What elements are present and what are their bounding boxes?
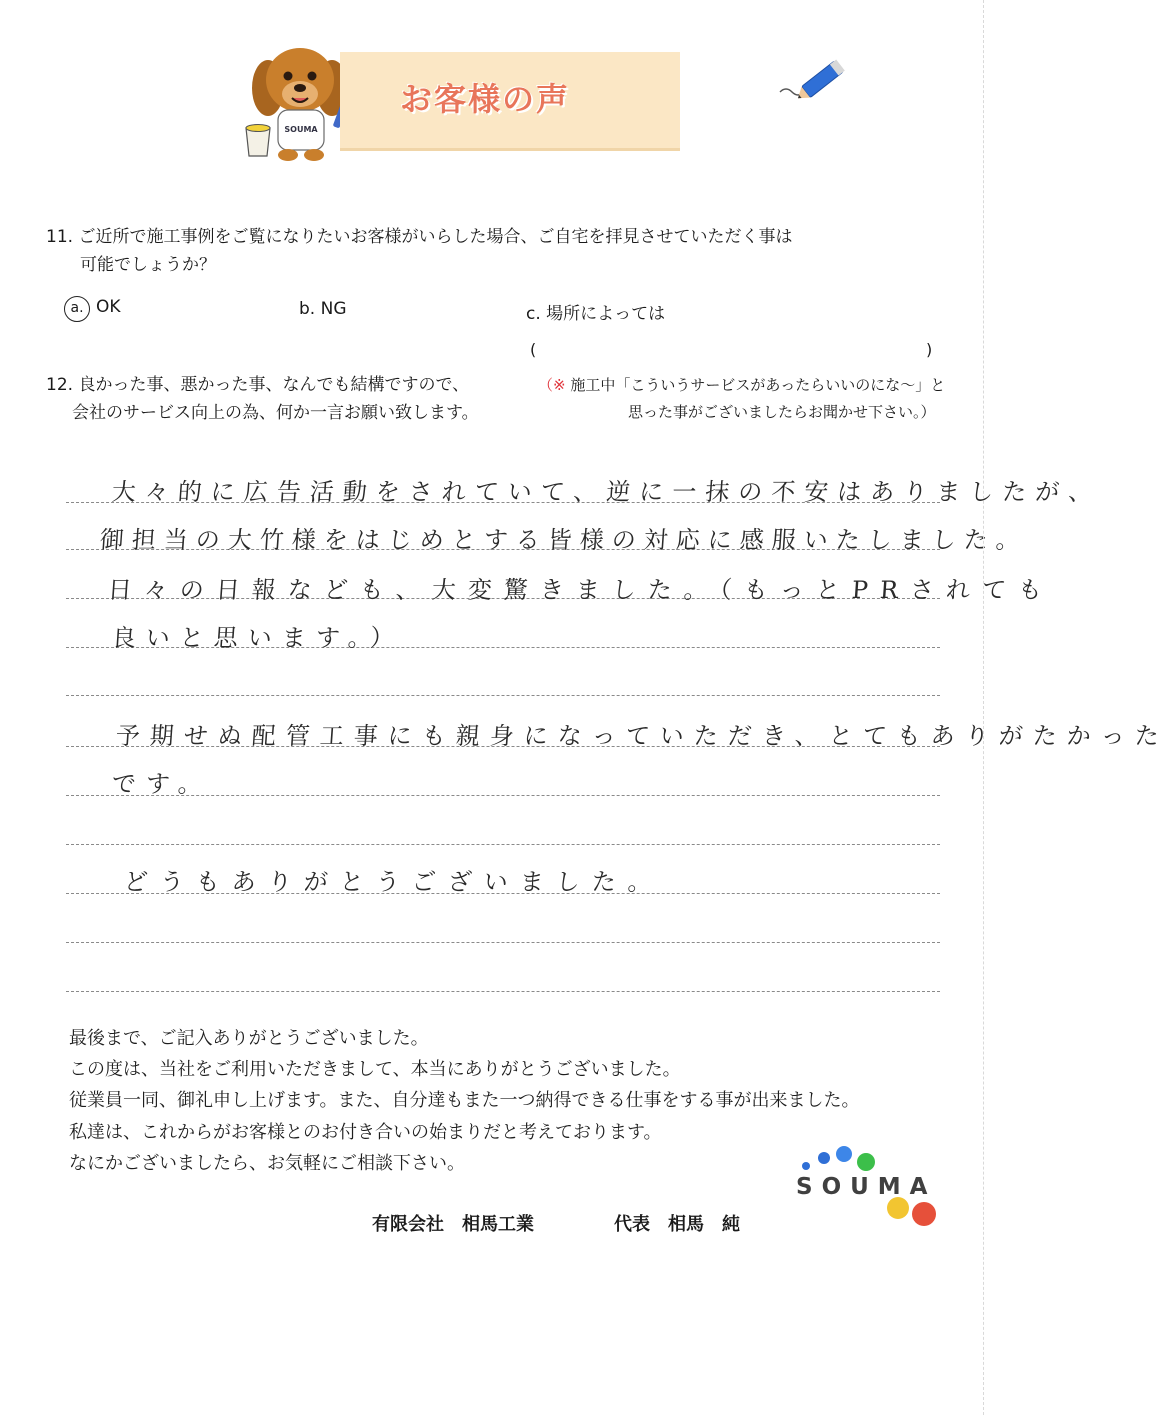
handwritten-line: 御担当の大竹様をはじめとする皆様の対応に感服いたしました。: [98, 526, 1029, 554]
note-mark: （※: [538, 376, 566, 394]
closing-line: なにかございましたら、お気軽にご相談下さい。: [69, 1153, 465, 1174]
closing-line: 従業員一同、御礼申し上げます。また、自分達もまた一つ納得できる仕事をする事が出来ました。: [69, 1090, 860, 1111]
handwritten-line: 予期せぬ配管工事にも親身になっていただき、とてもありがたかった: [114, 722, 1170, 750]
ruled-line: [66, 695, 940, 696]
handwritten-line: 良いと思います。）: [110, 624, 405, 652]
representative-name: 代表 相馬 純: [614, 1214, 740, 1235]
option-b-ng[interactable]: b. NG: [299, 299, 347, 319]
mascot-shirt-text: SOUMA: [284, 125, 318, 134]
note-text: 施工中「こういうサービスがあったらいいのにな～」と: [565, 376, 946, 394]
page-title: お客様の声: [400, 80, 571, 118]
handwritten-line: 大々的に広告活動をされていて、逆に一抹の不安はありましたが、: [110, 478, 1103, 506]
ruled-line: [66, 942, 940, 943]
option-a-label: OK: [96, 297, 121, 317]
closing-line: 最後まで、ご記入ありがとうございました。: [69, 1028, 429, 1049]
page-edge-line: [983, 0, 985, 1415]
ruled-line: [66, 844, 940, 845]
option-c-depends[interactable]: c. 場所によっては: [526, 304, 666, 324]
handwritten-line: です。: [110, 770, 213, 798]
question-12-text-cont: 会社のサービス向上の為、何か一言お願い致します。: [72, 403, 479, 423]
company-name: 有限会社 相馬工業: [372, 1214, 534, 1235]
ruled-line: [66, 991, 940, 992]
option-a-ok[interactable]: [64, 296, 121, 322]
option-c-paren-close: ): [926, 340, 933, 359]
question-11-text-cont: 可能でしょうか？: [80, 255, 216, 275]
closing-line: この度は、当社をご利用いただきまして、本当にありがとうございました。: [69, 1059, 681, 1080]
closing-line: 私達は、これからがお客様とのお付き合いの始まりだと考えております。: [69, 1122, 662, 1143]
handwritten-line: どうもありがとうございました。: [122, 868, 665, 896]
pencil-icon: [778, 52, 853, 108]
question-11-text: 11. ご近所で施工事例をご覧になりたいお客様がいらした場合、ご自宅を拝見させていただく事は: [46, 227, 793, 247]
handwritten-line: 日々の日報なども、大変驚きました。（もっとPRされても: [106, 576, 1056, 604]
question-12-text: 12. 良かった事、悪かった事、なんでも結構ですので、: [46, 375, 470, 395]
option-a-circled-mark: a.: [64, 296, 90, 322]
option-c-paren-open: (: [530, 340, 537, 359]
souma-logo-text: SOUMA: [796, 1174, 937, 1200]
question-12-note: [538, 374, 945, 395]
question-12-note-cont: 思った事がございましたらお聞かせ下さい。）: [628, 403, 936, 421]
